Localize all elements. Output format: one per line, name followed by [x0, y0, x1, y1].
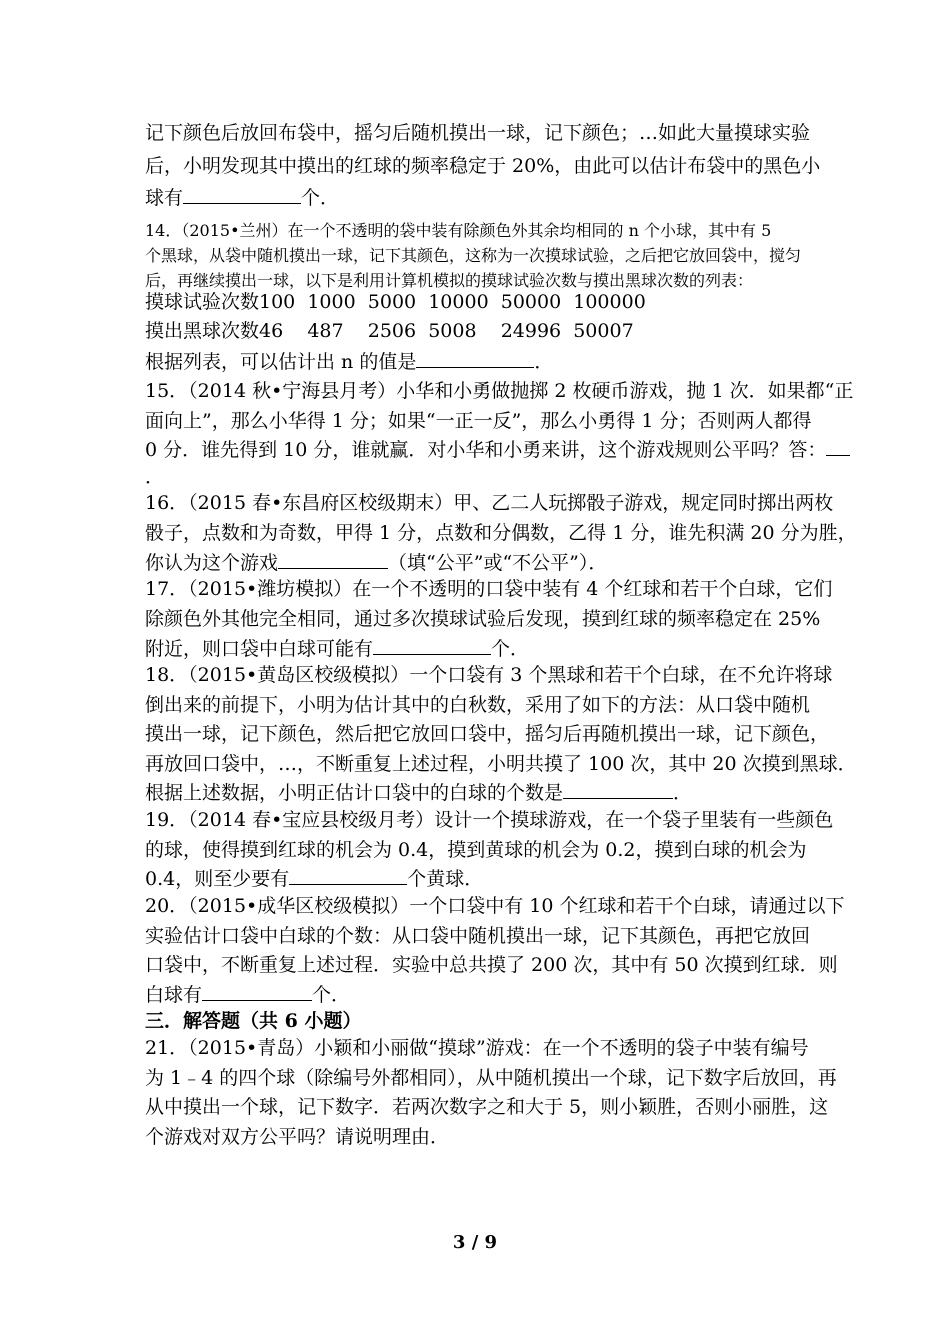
question-18-line [145, 780, 692, 806]
question-21-line: 21．（2015•青岛）小颖和小丽做“摸球”游戏：在一个不透明的袋子中装有编号 [145, 1037, 809, 1059]
question-17-line: 17．（2015•潍坊模拟）在一个不透明的口袋中装有 4 个红球和若干个白球，它们 [145, 578, 833, 600]
question-17-line: 除颜色外其他完全相同，通过多次摸球试验后发现，摸到红球的频率稳定在 25% [145, 608, 821, 630]
text: 附近，则口袋中白球可能有 [145, 638, 374, 660]
page-number: 3 / 9 [452, 1232, 498, 1253]
question-16-line: 骰子，点数和为奇数，甲得 1 分，点数和分偶数，乙得 1 分，谁先积满 20 分为胜， [145, 522, 857, 544]
text-line: 记下颜色后放回布袋中，摇匀后随机摸出一球，记下颜色；…如此大量摸球实验 [145, 122, 811, 144]
question-18-line: 摸出一球，记下颜色，然后把它放回口袋中，摇匀后再随机摸出一球，记下颜色， [145, 723, 830, 745]
question-14-line: 个黑球，从袋中随机摸出一球，记下其颜色，这称为一次摸球试验，之后把它放回袋中，搅匀 [145, 246, 802, 265]
question-16-line: 16．（2015 春•东昌府区校级期末）甲、乙二人玩掷骰子游戏，规定同时掷出两枚 [145, 492, 834, 514]
text: 根据列表，可以估计出 n 的值是 [145, 351, 417, 373]
question-16-line [145, 550, 607, 576]
answer-blank [826, 437, 850, 456]
answer-blank [373, 636, 491, 655]
question-15-line: ． [145, 466, 165, 488]
question-20-line: 口袋中，不断重复上述过程．实验中总共摸了 200 次，其中有 50 次摸到红球．则 [145, 954, 838, 976]
text-line [145, 185, 339, 211]
text: 你认为这个游戏 [145, 552, 279, 574]
text: 白球有 [145, 984, 203, 1006]
text: 个黄球． [407, 868, 484, 890]
section-heading: 三．解答题（共 6 小题） [145, 1010, 362, 1032]
answer-blank [563, 780, 673, 799]
question-19-line: 19．（2014 春•宝应县校级月考）设计一个摸球游戏，在一个袋子里装有一些颜色 [145, 809, 834, 831]
text: 个． [491, 638, 530, 660]
answer-blank [183, 185, 301, 204]
question-15-line: 面向上”，那么小华得 1 分；如果“一正一反”，那么小勇得 1 分；否则两人都得 [145, 410, 812, 432]
question-21-line: 个游戏对双方公平吗？请说明理由． [145, 1126, 450, 1148]
question-15-line: 15．（2014 秋•宁海县月考）小华和小勇做抛掷 2 枚硬币游戏，抛 1 次．如果都“正 [145, 380, 854, 402]
question-17-line [145, 636, 529, 662]
answer-blank [416, 349, 534, 368]
text: （填“公平”或“不公平”）． [388, 552, 608, 574]
question-18-line: 再放回口袋中，…，不断重复上述过程，小明共摸了 100 次，其中 20 次摸到黑球． [145, 753, 857, 775]
question-14-line: 后，再继续摸出一球，以下是利用计算机模拟的摸球试验次数与摸出黑球次数的列表： [145, 271, 754, 290]
text: 0.4，则至少要有 [145, 868, 290, 890]
question-19-line [145, 866, 483, 892]
question-15-line [145, 437, 850, 463]
text: 个． [312, 984, 351, 1006]
question-21-line: 从中摸出一个球，记下数字．若两次数字之和大于 5，则小颖胜，否则小丽胜，这 [145, 1096, 829, 1118]
text: 0 分．谁先得到 10 分，谁就赢．对小华和小勇来讲，这个游戏规则公平吗？答： [145, 439, 827, 461]
answer-blank [289, 866, 407, 885]
text: 个． [301, 187, 340, 209]
question-20-line: 20．（2015•成华区校级模拟）一个口袋中有 10 个红球和若干个白球，请通过以下 [145, 895, 845, 917]
question-18-line: 18．（2015•黄岛区校级模拟）一个口袋有 3 个黑球和若干个白球，在不允许将球 [145, 664, 833, 686]
question-18-line: 倒出来的前提下，小明为估计其中的白秋数，采用了如下的方法：从口袋中随机 [145, 694, 811, 716]
question-14-line: 14．（2015•兰州）在一个不透明的袋中装有除颜色外其余均相同的 n 个小球，其中有 5 [145, 221, 772, 240]
question-14-line [145, 349, 553, 375]
answer-blank [278, 550, 388, 569]
text: ． [673, 782, 693, 804]
question-19-line: 的球，使得摸到红球的机会为 0.4，摸到黄球的机会为 0.2，摸到白球的机会为 [145, 839, 807, 861]
table-row: 摸出黑球次数46 487 2506 5008 24996 50007 [145, 320, 634, 342]
table-row: 摸球试验次数100 1000 5000 10000 50000 100000 [145, 291, 646, 313]
text: 球有 [145, 187, 184, 209]
question-20-line: 实验估计口袋中白球的个数：从口袋中随机摸出一球，记下其颜色，再把它放回 [145, 925, 811, 947]
text: ． [534, 351, 554, 373]
answer-blank [202, 982, 312, 1001]
text-line: 后，小明发现其中摸出的红球的频率稳定于 20%，由此可以估计布袋中的黑色小 [145, 155, 821, 177]
text: 根据上述数据，小明正估计口袋中的白球的个数是 [145, 782, 564, 804]
question-20-line [145, 982, 350, 1008]
question-21-line: 为 1﹣4 的四个球（除编号外都相同），从中随机摸出一个球，记下数字后放回，再 [145, 1067, 837, 1089]
